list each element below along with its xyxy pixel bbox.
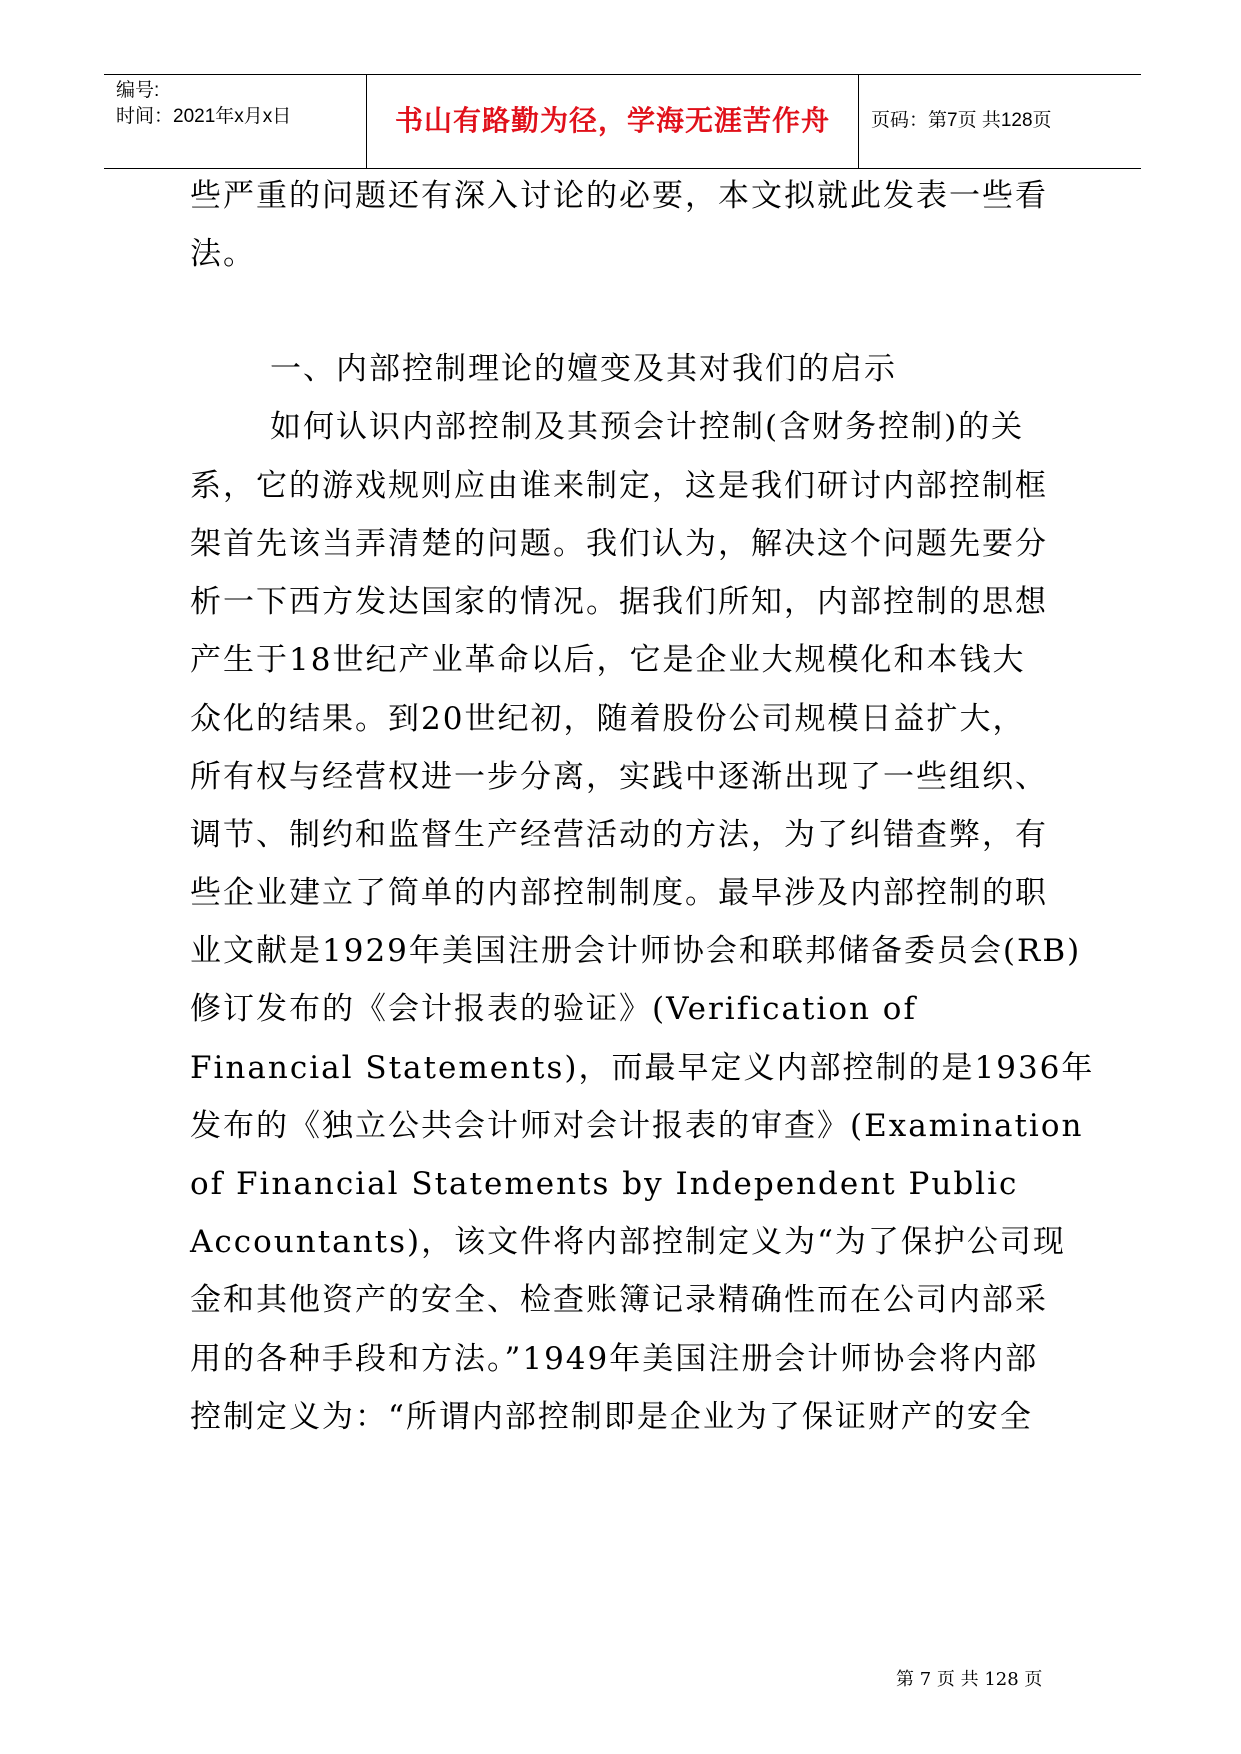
header-motto: 书山有路勤为径，学海无涯苦作舟	[394, 104, 830, 137]
section-heading: 一、内部控制理论的嬗变及其对我们的启示	[270, 351, 897, 387]
body-line: Financial Statements)，而最早定义内部控制的是1936年	[190, 1050, 1095, 1086]
body-line: 系，它的游戏规则应由谁来制定，这是我们研讨内部控制框	[190, 468, 1048, 504]
body-line: 业文献是1929年美国注册会计师协会和联邦储备委员会(RB)	[190, 933, 1082, 969]
page-footer: 第 7 页 共 128 页	[896, 1669, 1043, 1690]
body-line: 修订发布的《会计报表的验证》(Verification of	[190, 991, 917, 1027]
body-line: 架首先该当弄清楚的问题。我们认为，解决这个问题先要分	[190, 526, 1048, 562]
body-line: 众化的结果。到20世纪初，随着股份公司规模日益扩大，	[190, 701, 1026, 737]
header-page-info: 页码：第7页 共128页	[871, 110, 1052, 131]
page-header	[104, 74, 1141, 169]
body-line: 析一下西方发达国家的情况。据我们所知，内部控制的思想	[190, 584, 1048, 620]
body-line: 些企业建立了简单的内部控制制度。最早涉及内部控制的职	[190, 875, 1048, 911]
header-page-cell	[859, 75, 1141, 168]
body-line: 调节、制约和监督生产经营活动的方法，为了纠错查弊，有	[190, 817, 1048, 853]
header-meta-cell	[104, 75, 367, 168]
body-line: Accountants)，该文件将内部控制定义为“为了保护公司现	[190, 1224, 1066, 1260]
body-line: 金和其他资产的安全、检查账簿记录精确性而在公司内部采	[190, 1282, 1048, 1318]
body-line: 法。	[190, 236, 256, 272]
body-line: 用的各种手段和方法。”1949年美国注册会计师协会将内部	[190, 1341, 1039, 1377]
body-line: 控制定义为：“所谓内部控制即是企业为了保证财产的安全	[190, 1399, 1033, 1435]
body-line: of Financial Statements by Independent Public	[190, 1166, 1019, 1202]
body-line: 发布的《独立公共会计师对会计报表的审查》(Examination	[190, 1108, 1084, 1144]
document-number-label: 编号:	[116, 80, 160, 101]
body-line: 如何认识内部控制及其预会计控制(含财务控制)的关	[270, 409, 1025, 445]
body-line: 些严重的问题还有深入讨论的必要，本文拟就此发表一些看	[190, 178, 1048, 214]
header-motto-cell	[367, 75, 859, 168]
document-time-label: 时间：2021年x月x日	[116, 106, 292, 127]
body-line: 所有权与经营权进一步分离，实践中逐渐出现了一些组织、	[190, 759, 1048, 795]
body-line: 产生于18世纪产业革命以后，它是企业大规模化和本钱大	[190, 642, 1026, 678]
